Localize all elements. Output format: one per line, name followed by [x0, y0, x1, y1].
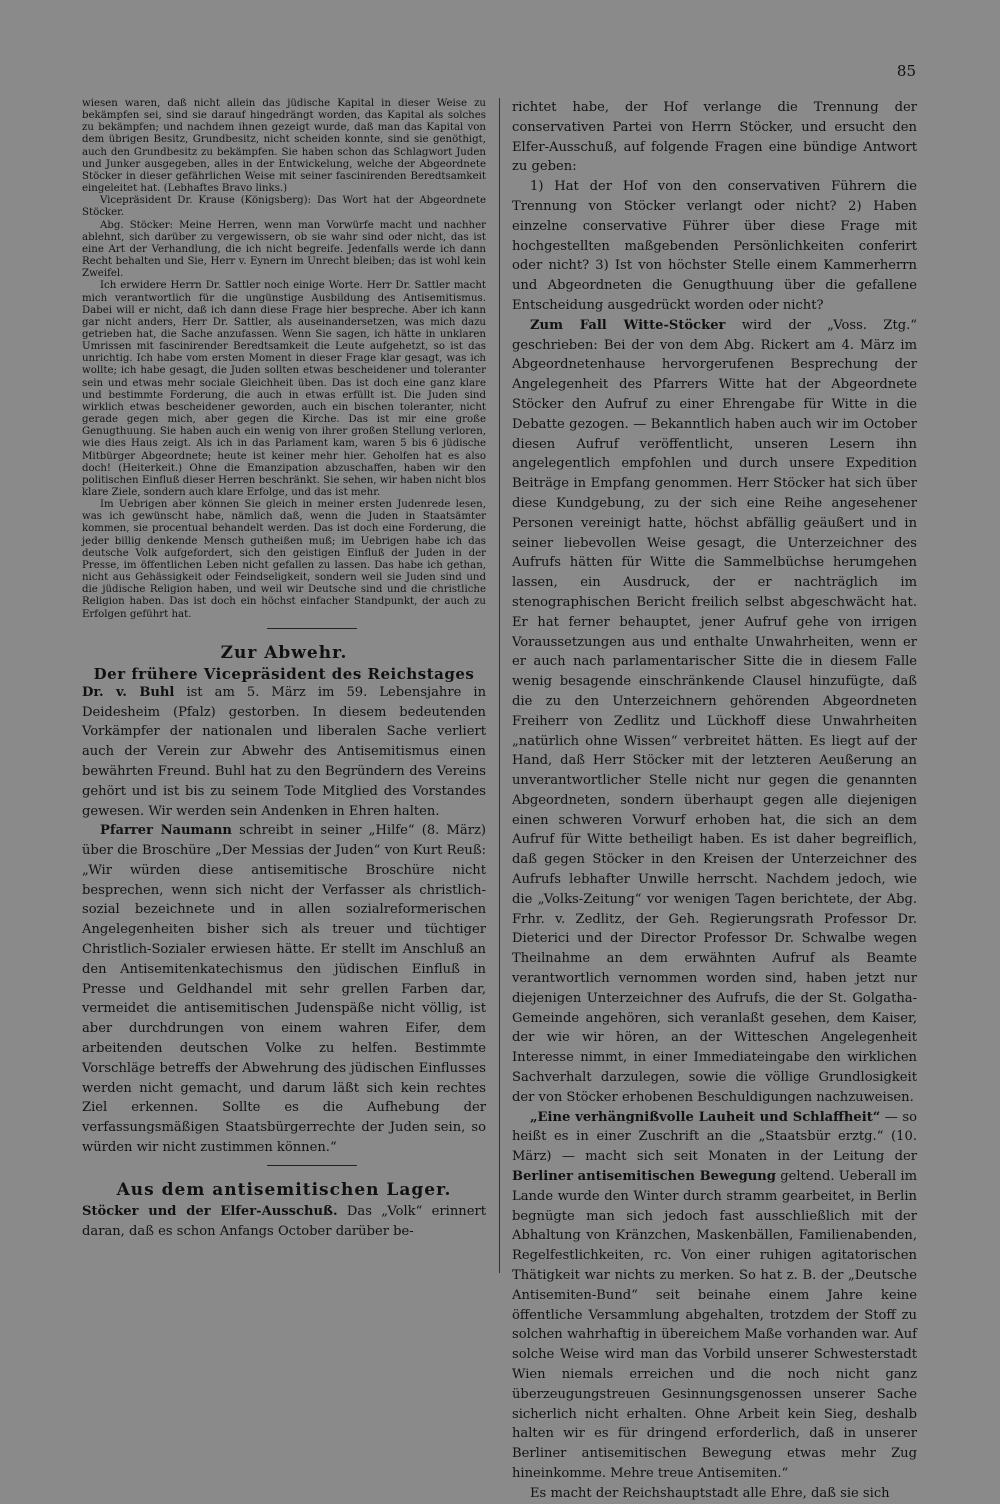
- section-separator-line: [82, 1158, 486, 1172]
- speech-paragraph: wiesen waren, daß nicht allein das jüdische Kapital in dieser Weise zu bekämpfen sei, sind sie darauf hingedrängt worden, das Kapital als solches zu bekämpfen; und nachdem ihnen gezeigt wurde, daß man das Kapital von dem übrigen Besitz, Grundbesitz, nicht scheiden konnte, sind sie genöthigt, auch den Grundbesitz zu bekämpfen. Sie haben schon das Schlagwort Juden und Junker ausgegeben, alles in der Entwickelung, welche der Abgeordnete Stöcker in dieser gefährlichen Weise mit seiner fascinirenden Beredtsamkeit eingeleitet hat. (Lebhaftes Bravo links.): [82, 98, 486, 195]
- article-lead: Pfarrer Naumann: [100, 823, 232, 839]
- speech-paragraph: Vicepräsident Dr. Krause (Königsberg): Das Wort hat der Abgeordnete Stöcker.: [82, 195, 486, 219]
- article-lead: Zum Fall Witte-Stöcker: [530, 317, 726, 333]
- article-paragraph: [82, 1202, 486, 1242]
- speech-paragraph: Abg. Stöcker: Meine Herren, wenn man Vorwürfe macht und nachher ablehnt, sich darüber zu vergewissern, ob sie wahr sind oder nicht, das ist eine Art der Verhandlung, die ich nicht begreife. Jedenfalls werde ich dann Recht behalten und Sie, Herr v. Eynern im Unrecht bleiben; das ist wohl kein Zweifel.: [82, 219, 486, 280]
- speech-block: [82, 98, 486, 621]
- article-lead: Stöcker und der Elfer-Ausschuß.: [82, 1203, 338, 1219]
- column-divider: [499, 98, 500, 1273]
- article-text: schreibt in seiner „Hilfe“ (8. März) über die Broschüre „Der Messias der Juden“ von Kurt Reuß: „Wir würden diese antisemitische Broschüre nicht besprechen, wenn sich nicht der Verfasser als christlich-sozial bezeichnete und in allen sozialreformerischen Angelegenheiten bisher sich als treuer und tüchtiger Christlich-Sozialer erwiesen hätte. Er stellt im Anschluß an den Antisemitenkatechismus den jüdischen Einfluß in Presse und Geldhandel mit sehr grellen Farben dar, vermeidet die antisemitischen Judenspäße nicht völlig, ist aber durchdrungen von einem wahren Eifer, dem arbeitenden deutschen Volke zu helfen. Bestimmte Vorschläge betreffs der Abwehrung des jüdischen Einflusses werden nicht gemacht, und darum läßt sich kein rechtes Ziel erkennen. Sollte es die Aufhebung der verfassungsmäßigen Staatsbürgerrechte der Juden sein, so würden wir nicht zustimmen können.“: [82, 823, 486, 1156]
- section-separator-line: [82, 621, 486, 635]
- right-column: [512, 98, 917, 1504]
- article-lead: Berliner antisemitischen Bewegung: [512, 1169, 776, 1185]
- article-lead: „Eine verhängnißvolle Lauheit und Schlaffheit“: [530, 1109, 881, 1125]
- article-text: Das „Volk“ erinnert daran, daß es schon Anfangs October darüber be-: [82, 1203, 486, 1239]
- section-heading-abwehr: Zur Abwehr.: [220, 642, 348, 663]
- article-text: ist am 5. März im 59. Lebensjahre in Deidesheim (Pfalz) gestorben. In diesem bedeutenden Vorkämpfer der nationalen und liberalen Sache verliert auch der Verein zur Abwehr des Antisemitismus einen bewährten Freund. Buhl hat zu den Begründern des Vereins gehört und ist bis zu seinem Tode Mitglied des Vorstandes gewesen. Wir werden sein Andenken in Ehren halten.: [82, 684, 487, 819]
- article-text: geltend. Ueberall im Lande wurde den Winter durch stramm gearbeitet, in Berlin begnügte man sich jedoch fast ausschließlich mit der Abhaltung von Kränzchen, Maskenbällen, Familienabenden, Regelfestlichkeiten, rc. Von einer ruhigen agitatorischen Thätigkeit war nichts zu merken. So hat z. B. der „Deutsche Antisemiten-Bund“ seit beinahe einem Jahre keine öffentliche Versammlung abgehalten, trotzdem der Stoff zu solchen wahrhaftig in übereichem Maße vorhanden war. Auf solche Weise wird man das Vorbild unserer Schwesterstadt Wien niemals erreichen und die noch nicht ganz überzeugungstreuen Gesinnungsgenossen unserer Sache sicherlich nicht erhalten. Ohne Arbeit kein Sieg, deshalb halten wir es für dringend erforderlich, daß in unserer Berliner antisemitischen Bewegung etwas mehr Zug hineinkomme. Mehre treue Antisemiten.“: [512, 1169, 917, 1481]
- speech-paragraph: Ich erwidere Herrn Dr. Sattler noch einige Worte. Herr Dr. Sattler macht mich verantwortlich für die ungünstige Ausbildung des Antisemitismus. Dabei will er nicht, daß ich dann diese Frage hier bespreche. Aber ich kann gar nicht anders, Herr Dr. Sattler, als auseinandersetzen, was mich dazu getrieben hat, die Sache anzufassen. Wenn Sie sagen, ich hätte in unklaren Umrissen mit fascinirender Beredtsamkeit die Leute aufgehetzt, so ist das unrichtig. Ich habe vom ersten Moment in dieser Frage klar gesagt, was ich wollte; ich habe gesagt, die Juden sollten etwas bescheidener und toleranter sein und etwas mehr sociale Gleichheit üben. Das ist doch eine ganz klare und bestimmte Forderung, die auch in etwas erfüllt ist. Die Juden sind wirklich etwas bescheidener geworden, auch ein bischen toleranter, nicht gerade gegen mich, aber gegen die Kirche. Das ist mir eine große Genugthuung. Sie haben auch ein wenig von ihrer großen Stellung verloren, wie dies Haus zeigt. Als ich in das Parlament kam, waren 5 bis 6 jüdische Mitbürger Abgeordnete; heute ist keiner mehr hier. Geholfen hat es also doch! (Heiterkeit.) Ohne die Emanzipation abzuschaffen, haben wir den politischen Einfluß dieser Herren beschränkt. Sie sehen, wir haben nicht blos klare Ziele, sondern auch klare Erfolge, und das ist mehr.: [82, 280, 486, 498]
- left-column: [82, 98, 486, 1241]
- article-paragraph: [512, 1108, 917, 1484]
- article-text: — so heißt es in einer Zuschrift an die „Staatsbür erztg.“ (10. März) — macht sich seit Monaten in der Leitung der: [512, 1109, 917, 1165]
- article-paragraph: [512, 316, 917, 1108]
- article-paragraph: Es macht der Reichshauptstadt alle Ehre, daß sie sich: [530, 1485, 890, 1501]
- article-text: wird der „Voss. Ztg.“ geschrieben: Bei der von dem Abg. Rickert am 4. März im Abgeordnetenhause hervorgerufenen Besprechung der Angelegenheit des Pfarrers Witte hat der Abgeordnete Stöcker den Aufruf zu einer Ehrengabe für Witte in die Debatte gezogen. — Bekanntlich haben auch wir im October diesen Aufruf veröffentlicht, unseren Lesern ihn angelegentlich empfohlen und durch unsere Expedition Beiträge in Empfang genommen. Herr Stöcker hat sich über diese Kundgebung, zu der sich eine Reihe angesehener Personen vereinigt hatte, höchst abfällig geäußert und in seiner liebevollen Weise gesagt, die Unterzeichner des Aufrufs hätten für Witte die Sammelbüchse herumgehen lassen, ein Ausdruck, der er nachträglich im stenographischen Bericht freilich selbst abgeschwächt hat. Er hat ferner behauptet, jener Aufruf gehe von irrigen Voraussetzungen aus und enthalte Unwahrheiten, wenn er er auch nach parlamentarischer Sitte die in diesem Falle wenig besagende einschränkende Clausel hinzufügte, daß die zu den Unterzeichnern gehörenden Abgeordneten Freiherr von Zedlitz und Lückhoff diese Unwahrheiten „natürlich ohne Wissen“ verbreitet hätten. Es liegt auf der Hand, daß Herr Stöcker mit der letzteren Aeußerung an unverantwortlicher Stelle nicht nur gegen die genannten Abgeordneten, sondern überhaupt gegen alle diejenigen einen schweren Vorwurf erhoben hat, die sich an dem Aufruf für Witte betheiligt haben. Es ist daher begreiflich, daß gegen Stöcker in den Kreisen der Unterzeichner des Aufrufs lebhafter Unwille herrscht. Nachdem jedoch, wie die „Volks-Zeitung“ vor wenigen Tagen berichtete, der Abg. Frhr. v. Zedlitz, der Geh. Regierungsrath Professor Dr. Dieterici und der Director Professor Dr. Schwalbe wegen Theilnahme an dem erwähnten Aufruf als Beamte verantwortlich vernommen worden sind, haben jetzt nur diejenigen Unterzeichner des Aufrufs, die der St. Golgatha-Gemeinde angehören, sich veranlaßt gesehen, dem Kaiser, der wie wir hören, an der Witteschen Angelegenheit Interesse nimmt, in einer Immediateingabe den wirklichen Sachverhalt darzulegen, sowie die völlige Grundlosigkeit der von Stöcker erhobenen Beschuldigungen nachzuweisen.: [512, 317, 917, 1105]
- right-block: [512, 98, 917, 1504]
- page-number: 85: [896, 62, 916, 80]
- section-subheading: Der frühere Vicepräsident des Reichstages: [93, 664, 475, 683]
- lager-block: [82, 1202, 486, 1242]
- abwehr-block: [82, 683, 486, 1158]
- speech-paragraph: Im Uebrigen aber können Sie gleich in meiner ersten Judenrede lesen, was ich gewünscht habe, nämlich daß, wenn die Juden in Staatsämter kommen, sie procentual behandelt werden. Das ist doch eine Forderung, die jeder billig denkende Mensch gutheißen muß; im Uebrigen habe ich das deutsche Volk aufgefordert, sich den geistigen Einfluß der Juden in der Presse, im öffentlichen Leben nicht gefallen zu lassen. Das habe ich gethan, nicht aus Gehässigkeit oder Feindseligkeit, sondern weil sie Juden sind und die jüdische Religion haben, und weil wir Deutsche sind und die christliche Religion haben. Das ist doch ein höchst einfacher Standpunkt, der auch zu Erfolgen geführt hat.: [82, 499, 486, 620]
- article-paragraph: [82, 821, 486, 1158]
- section-heading-lager: Aus dem antisemitischen Lager.: [116, 1179, 452, 1200]
- article-paragraph: [82, 683, 486, 822]
- article-paragraph: richtet habe, der Hof verlange die Trennung der conservativen Partei von Herrn Stöcker, und ersucht den Elfer-Ausschuß, auf folgende Fragen eine bündige Antwort zu geben:: [512, 100, 917, 175]
- article-lead: Dr. v. Buhl: [82, 684, 175, 700]
- article-paragraph: 1) Hat der Hof von den conservativen Führern die Trennung von Stöcker verlangt oder nicht? 2) Haben einzelne conservative Führer über diese Frage mit hochgestellten maßgebenden Persönlichkeiten conferirt oder nicht? 3) Ist von höchster Stelle einem Kammerherrn und Abgeordneten die Genugthuung über die gefallene Entscheidung ausgedrückt worden oder nicht?: [512, 179, 917, 313]
